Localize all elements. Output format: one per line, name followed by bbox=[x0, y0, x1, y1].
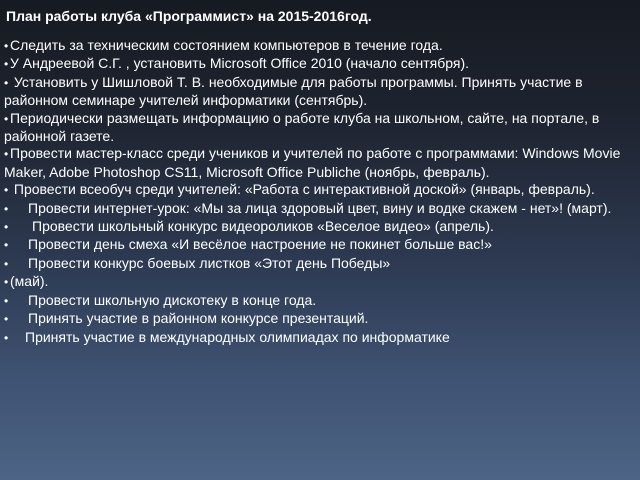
bullet-icon: • bbox=[4, 275, 9, 290]
list-item bbox=[4, 74, 634, 110]
bullet-icon: • bbox=[4, 75, 9, 90]
list-item-text: У Андреевой С.Г. , установить Microsoft Office 2010 (начало сентября). bbox=[10, 55, 469, 72]
bullet-icon: • bbox=[4, 256, 9, 271]
list-item-text: Провести конкурс боевых листков «Этот день Победы» bbox=[28, 254, 391, 271]
list-item-text: Провести школьный конкурс видеороликов «Веселое видео» (апрель). bbox=[32, 218, 494, 235]
list-item bbox=[4, 236, 634, 254]
list-item bbox=[4, 110, 634, 146]
list-item bbox=[4, 55, 634, 73]
bullet-icon: • bbox=[4, 201, 9, 216]
bullet-icon: • bbox=[4, 238, 9, 253]
list-item-text: Провести день смеха «И весёлое настроение не покинет больше вас!» bbox=[28, 236, 492, 253]
slide-title: План работы клуба «Программист» на 2015-2016год. bbox=[6, 8, 372, 24]
bullet-icon: • bbox=[4, 147, 9, 162]
list-item bbox=[4, 200, 634, 218]
bullet-icon: • bbox=[4, 57, 9, 72]
list-item bbox=[4, 292, 634, 310]
list-item-text: (май). bbox=[10, 273, 49, 290]
list-item bbox=[4, 145, 634, 181]
list-item-text: Провести интернет-урок: «Мы за лица здоровый цвет, вину и водке скажем - нет»! (март). bbox=[28, 199, 612, 216]
list-item bbox=[4, 37, 634, 55]
list-item-text: Принять участие в международных олимпиадах по информатике bbox=[25, 328, 450, 345]
list-item-text: Следить за техническим состоянием компьютеров в течение года. bbox=[10, 37, 443, 53]
bullet-icon: • bbox=[4, 39, 9, 53]
list-item-text: Установить у Шишловой Т. В. необходимые для работы программы. Принять участие в районном семинаре учителей информатики (сентябрь). bbox=[4, 73, 583, 109]
list-item-text: Периодически размещать информацию о работе клуба на школьном, сайте, на портале, в районной газете. bbox=[4, 109, 600, 145]
bullet-icon: • bbox=[4, 293, 9, 308]
list-item-text: Принять участие в районном конкурсе презентаций. bbox=[28, 310, 369, 327]
bullet-list bbox=[4, 37, 634, 347]
list-item-text: Провести всеобуч среди учителей: «Работа с интерактивной доской» (январь, февраль). bbox=[10, 181, 595, 198]
list-item-text: Провести мастер-класс среди учеников и учителей по работе с программами: Windows Movie Maker, Adobe Photoshop CS11, Microsoft Office Publiche (ноябрь, февраль). bbox=[4, 145, 621, 180]
list-item bbox=[4, 329, 634, 347]
list-item bbox=[4, 310, 634, 328]
list-item bbox=[4, 273, 634, 291]
bullet-icon: • bbox=[4, 330, 9, 345]
list-item bbox=[4, 181, 634, 199]
bullet-icon: • bbox=[4, 312, 9, 327]
bullet-icon: • bbox=[4, 220, 9, 235]
list-item bbox=[4, 255, 634, 273]
list-item-text: Провести школьную дискотеку в конце года. bbox=[28, 291, 317, 308]
list-item bbox=[4, 218, 634, 236]
bullet-icon: • bbox=[4, 183, 9, 198]
bullet-icon: • bbox=[4, 111, 9, 126]
